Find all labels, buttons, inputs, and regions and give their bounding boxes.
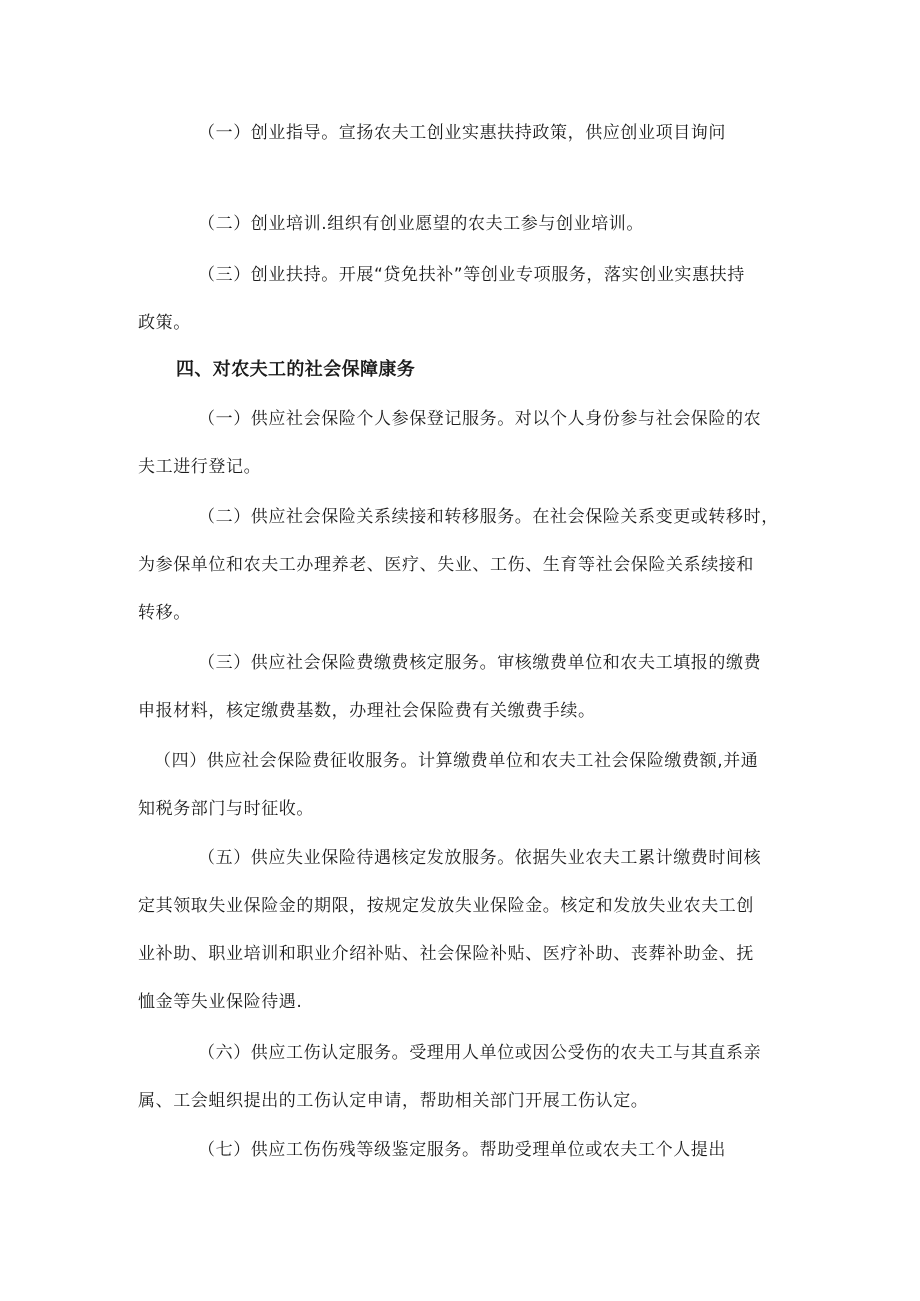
paragraph-relation-transfer-line3: 转移。 bbox=[138, 603, 191, 623]
section-heading: 四、对农夫工的社会保障康务 bbox=[176, 359, 416, 380]
paragraph-fee-collection-line2: 知税务部门与时征收。 bbox=[138, 799, 314, 819]
paragraph-relation-transfer-line2: 为参保单位和农夫工办理养老、医疗、失业、工伤、生育等社会保险关系续接和 bbox=[138, 555, 754, 575]
paragraph-injury-recognition-line2: 属、工会蛆织提出的工伤认定申请，帮助相关部门开展工伤认定。 bbox=[138, 1091, 649, 1111]
paragraph-relation-transfer-line1: （二）供应社会保险关系续接和转移服务。在社会保险关系变更或转移时， bbox=[198, 507, 779, 527]
paragraph-disability-assessment-line1: （七）供应工伤伤残等级鉴定服务。帮助受理单位或农夫工个人提出 bbox=[198, 1140, 726, 1160]
paragraph-injury-recognition-line1: （六）供应工伤认定服务。受理用人单位或因公受伤的农夫工与其直系亲 bbox=[198, 1043, 762, 1063]
paragraph-entrepreneurship-training: （二）创业培训.组织有创业愿望的农夫工参与创业培训。 bbox=[198, 214, 645, 234]
paragraph-entrepreneurship-guidance: （一）创业指导。宣扬农夫工创业实惠扶持政策，供应创业项目询问 bbox=[198, 123, 726, 143]
paragraph-unemployment-benefits-line2: 定其领取失业保险金的期限，按规定发放失业保险金。核定和发放失业农夫工创 bbox=[138, 896, 754, 916]
paragraph-unemployment-benefits-line3: 业补助、职业培训和职业介绍补贴、社会保险补贴、医疗补助、丧葬补助金、抚 bbox=[138, 944, 754, 964]
paragraph-entrepreneurship-support-line2: 政策。 bbox=[138, 313, 191, 333]
paragraph-unemployment-benefits-line1: （五）供应失业保险待遇核定发放服务。依据失业农夫工累计缴费时间核 bbox=[198, 848, 762, 868]
paragraph-individual-registration-line2: 夫工进行登记。 bbox=[138, 457, 262, 477]
paragraph-individual-registration-line1: （一）供应社会保险个人参保登记服务。对以个人身份参与社会保险的农 bbox=[198, 409, 762, 429]
paragraph-entrepreneurship-support-line1: （三）创业扶持。开展“贷免扶补”等创业专项服务，落实创业实惠扶持 bbox=[198, 265, 745, 285]
paragraph-fee-verification-line2: 申报材料，核定缴费基数，办理社会保险费有关缴费手续。 bbox=[138, 701, 596, 721]
paragraph-unemployment-benefits-line4: 恤金等失业保险待遇. bbox=[138, 992, 303, 1012]
paragraph-fee-verification-line1: （三）供应社会保险费缴费核定服务。审核缴费单位和农夫工填报的缴费 bbox=[198, 653, 762, 673]
paragraph-fee-collection-line1: （四）供应社会保险费征收服务。计算缴费单位和农夫工社会保险缴费额,并通 bbox=[154, 751, 759, 771]
